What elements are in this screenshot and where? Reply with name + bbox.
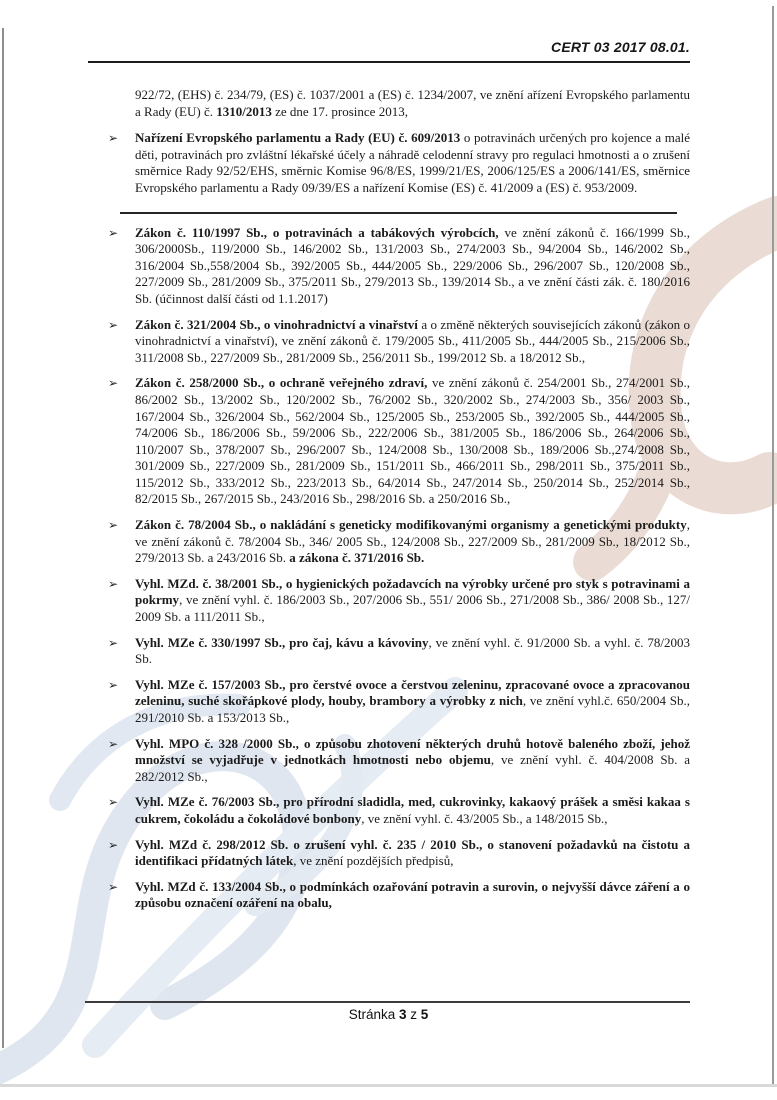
list-item-zakon-110-1997 bbox=[108, 224, 690, 308]
bullet-arrow-icon: ➢ bbox=[108, 795, 119, 810]
bullet-arrow-icon: ➢ bbox=[108, 677, 119, 692]
list-item-zakon-258-2000 bbox=[108, 375, 690, 508]
item-title: Zákon č. 110/1997 Sb., o potravinách a tabákových výrobcích, bbox=[135, 224, 499, 240]
item-text: , ve znění zákonů č. 78/2004 Sb., 346/ 2005 Sb., 124/2008 Sb., 227/2009 Sb., 281/2009 Sb., 18/2012 Sb., 279/2013 Sb. a 243/2016 Sb. bbox=[135, 517, 690, 566]
document-body bbox=[108, 87, 690, 921]
bullet-arrow-icon: ➢ bbox=[108, 879, 119, 894]
page-number-of: z bbox=[410, 1007, 418, 1022]
list-item-vyhl-76-2003 bbox=[108, 794, 690, 827]
list-item-zakon-78-2004 bbox=[108, 517, 690, 567]
list-item-vyhl-157-2003 bbox=[108, 676, 690, 727]
list-item-regulation-609-2013 bbox=[108, 130, 690, 196]
item-text: , ve znění vyhl. č. 43/2005 Sb., a 148/2015 Sb., bbox=[361, 810, 608, 826]
item-title: Vyhl. MPO č. 328 /2000 Sb., o způsobu zhotovení některých druhů hotově baleného zboží, jehož množství se vyjadřuje v jednotkách hmotnosti nebo objemu bbox=[135, 735, 690, 768]
page-number-label: Stránka bbox=[348, 1007, 396, 1022]
item-title: Zákon č. 258/2000 Sb., o ochraně veřejného zdraví, bbox=[135, 375, 428, 391]
item-title: Vyhl. MZd č. 133/2004 Sb., o podmínkách ozařování potravin a surovin, o nejvyšší dávce záření a o způsobu označení ozáření na obalu, bbox=[135, 878, 690, 911]
page-left-border bbox=[2, 28, 4, 1048]
footer-rule bbox=[85, 1001, 690, 1003]
page-number bbox=[0, 1007, 777, 1022]
section-divider bbox=[120, 212, 677, 214]
item-text: a o změně některých souvisejících zákonů (zákon o vinohradnictví a vinařství), ve znění zákonů č. 179/2005 Sb., 411/2005 Sb., 444/2005 Sb., 215/2006 Sb., 311/2008 Sb., 227/2009 Sb., 281/2009 Sb., 256/2011 Sb., 199/2012 Sb. a 18/2012 Sb., bbox=[135, 316, 690, 365]
bullet-arrow-icon: ➢ bbox=[108, 576, 119, 591]
item-text: , ve znění vyhl. č. 91/2000 Sb. a vyhl. č. 78/2003 Sb. bbox=[135, 634, 690, 667]
header-rule bbox=[88, 61, 690, 63]
item-text: , ve znění pozdějších předpisů, bbox=[293, 853, 454, 869]
list-item-zakon-321-2004 bbox=[108, 316, 690, 367]
item-text: ve znění zákonů č. 166/1999 Sb., 306/2000Sb., 119/2000 Sb., 146/2002 Sb., 131/2003 Sb., 274/2003 Sb., 94/2004 Sb., 146/2002 Sb., 316/2004 Sb.,558/2004 Sb., 392/2005 Sb., 444/2005 Sb., 229/2006 Sb., 296/2007 Sb., 120/2008 Sb., 227/2009 Sb., 281/2009 Sb., 375/2011 Sb., 279/2013 Sb., 139/2014 Sb., a ve znění části zák. č. 180/2016 Sb. (účinnost další části od 1.1.2017) bbox=[135, 224, 690, 306]
page-number-current: 3 bbox=[398, 1007, 407, 1022]
list-item-vyhl-298-2012 bbox=[108, 836, 690, 870]
intro-text: 922/72, (EHS) č. 234/79, (ES) č. 1037/2001 a (ES) č. 1234/2007, ve znění ařízení Evropského parlamentu a Rady (EU) č. bbox=[135, 87, 690, 119]
intro-text-tail: ze dne 17. prosince 2013, bbox=[271, 103, 408, 119]
item-title: Zákon č. 78/2004 Sb., o nakládání s geneticky modifikovanými organismy a genetickými produkty bbox=[135, 517, 687, 533]
bullet-arrow-icon: ➢ bbox=[108, 736, 119, 751]
continuation-paragraph bbox=[135, 87, 690, 120]
item-bold-tail: a zákona č. 371/2016 Sb. bbox=[285, 550, 425, 566]
bullet-arrow-icon: ➢ bbox=[108, 635, 119, 650]
list-item-vyhl-133-2004 bbox=[108, 878, 690, 912]
item-text: ve znění zákonů č. 254/2001 Sb., 274/2001 Sb., 86/2002 Sb., 13/2002 Sb., 120/2002 Sb., 76/2002 Sb., 320/2002 Sb., 274/2003 Sb., 356/ 2003 Sb., 167/2004 Sb., 326/2004 Sb., 562/2004 Sb., 125/2005 Sb., 253/2005 Sb., 392/2005 Sb., 444/2005 Sb., 74/2006 Sb., 186/2006 Sb., 59/2006 Sb., 222/2006 Sb., 381/2005 Sb., 186/2006 Sb., 264/2006 Sb., 110/2007 Sb., 378/2007 Sb., 296/2007 Sb., 124/2008 Sb., 130/2008 Sb., 189/2006 Sb.,274/2008 Sb., 301/2009 Sb., 227/2009 Sb., 281/2009 Sb., 151/2011 Sb., 466/2011 Sb., 298/2011 Sb., 375/2011 Sb., 115/2012 Sb., 333/2012 Sb., 223/2013 Sb., 64/2014 Sb., 247/2014 Sb., 250/2014 Sb., 252/2014 Sb., 82/2015 Sb., 267/2015 Sb., 243/2016 Sb., 298/2016 Sb. a 250/2016 Sb., bbox=[135, 375, 690, 507]
bullet-arrow-icon: ➢ bbox=[108, 131, 119, 146]
bullet-arrow-icon: ➢ bbox=[108, 518, 119, 533]
item-title: Vyhl. MZe č. 157/2003 Sb., pro čerstvé ovoce a čerstvou zeleninu, zpracované ovoce a zpracovanou zeleninu, suché skořápkové plody, houby, brambory a výrobky z nich bbox=[135, 676, 690, 709]
bullet-arrow-icon: ➢ bbox=[108, 317, 119, 332]
intro-bold-ref: 1310/2013 bbox=[216, 103, 272, 119]
bullet-arrow-icon: ➢ bbox=[108, 376, 119, 391]
page-number-total: 5 bbox=[420, 1007, 429, 1022]
item-text: , ve znění vyhl. č. 404/2008 Sb. a 282/2012 Sb., bbox=[135, 752, 690, 784]
item-title: Vyhl. MZe č. 330/1997 Sb., pro čaj, kávu a kávoviny bbox=[135, 634, 429, 650]
item-title: Vyhl. MZd č. 298/2012 Sb. o zrušení vyhl. č. 235 / 2010 Sb., o stanovení požadavků na čistotu a identifikaci přídatných látek bbox=[135, 836, 690, 869]
list-item-vyhl-38-2001 bbox=[108, 575, 690, 626]
item-title: Vyhl. MZe č. 76/2003 Sb., pro přírodní sladidla, med, cukrovinky, kakaový prášek a směsi kakaa s cukrem, čokoládu a čokoládové bonbony bbox=[135, 794, 690, 826]
page-right-border bbox=[772, 6, 774, 1086]
list-item-vyhl-328-2000 bbox=[108, 735, 690, 786]
item-title: Zákon č. 321/2004 Sb., o vinohradnictví a vinařství bbox=[135, 316, 418, 332]
list-item-vyhl-330-1997 bbox=[108, 634, 690, 668]
item-text: , ve znění vyhl. č. 186/2003 Sb., 207/2006 Sb., 551/ 2006 Sb., 271/2008 Sb., 386/ 2008 Sb., 127/ 2009 Sb. a 111/2011 Sb., bbox=[135, 592, 690, 625]
document-code: CERT 03 2017 08.01. bbox=[551, 39, 690, 55]
bullet-arrow-icon: ➢ bbox=[108, 225, 119, 240]
page-bottom-edge bbox=[0, 1084, 777, 1087]
bullet-arrow-icon: ➢ bbox=[108, 837, 119, 852]
item-text: o potravinách určených pro kojence a malé děti, potravinách pro zvláštní lékařské účely a náhradě celodenní stravy pro regulaci hmotnosti a o zrušení směrnice Rady 92/52/EHS, směrnic Komise 96/8/ES, 1999/21/ES, 2006/125/ES a 2006/141/ES, směrnice Evropského parlamentu a Rady 09/39/ES a nařízení Komise (ES) č. 41/2009 a (ES) č. 953/2009. bbox=[135, 130, 690, 195]
item-title: Vyhl. MZd. č. 38/2001 Sb., o hygienických požadavcích na výrobky určené pro styk s potravinami a pokrmy bbox=[135, 575, 690, 608]
item-title: Nařízení Evropského parlamentu a Rady (EU) č. 609/2013 bbox=[135, 130, 461, 146]
item-text: , ve znění vyhl.č. 650/2004 Sb., 291/2010 Sb. a 153/2013 Sb., bbox=[135, 693, 690, 725]
